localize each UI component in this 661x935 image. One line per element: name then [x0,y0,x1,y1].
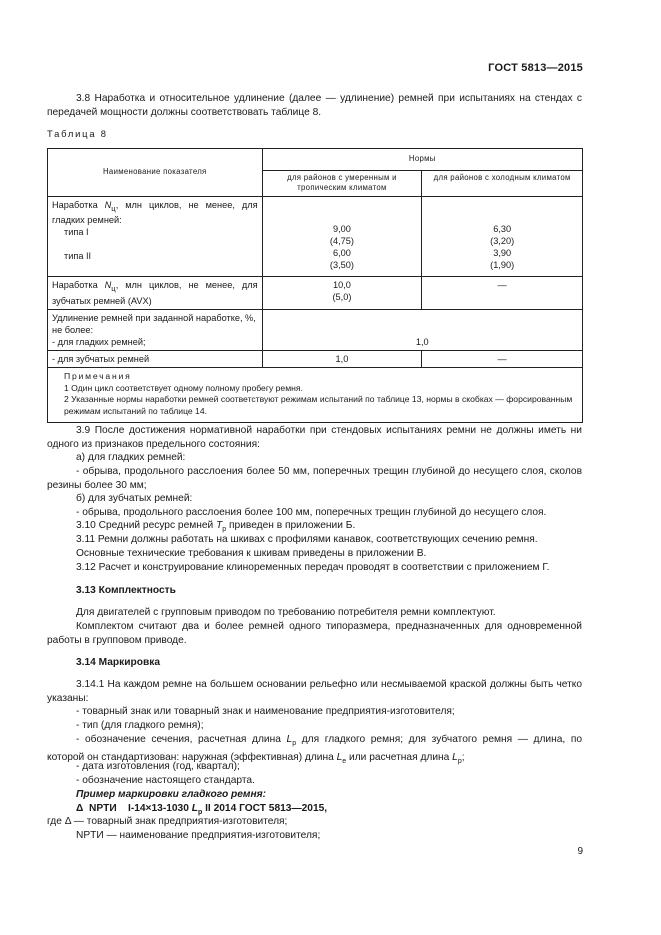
cell-smooth-cold: 6,30 (3,20) 3,90 (1,90) [422,196,583,277]
row-label-elongation: Удлинение ремней при заданной наработке, %, не более: - для гладких ремней; [48,310,263,351]
paragraph-3-9: 3.9 После достижения нормативной наработки при стендовых испытаниях ремни не должны иметь ни одного из признаков предельного состояния: [47,425,582,450]
cell-elongation-toothed-cold: — [422,351,583,368]
paragraph-3-8: 3.8 Наработка и относительное удлинение (далее — удлинение) ремней при испытаниях на стендах с передачей мощности должны соответствовать таблице 8. [47,93,582,118]
type-2-label: типа II [64,251,92,262]
note-1: 1 Один цикл соответствует одному полному пробегу ремня. [64,382,303,393]
header-cold-climate: для районов с холодным климатом [422,170,583,196]
paragraph-3-10: 3.10 Средний ресурс ремней $T_р$ приведен в приложении Б. [76,520,356,534]
section-3-14-heading: 3.14 Маркировка [76,657,160,668]
where-line-2: NPTИ — наименование предприятия-изготовителя; [76,830,321,841]
paragraph-3-9-a: а) для гладких ремней: [76,452,186,463]
row-label-toothed: Наработка $N_ц$, млн циклов, не менее, для зубчатых ремней (AVX) [48,277,263,310]
table-header-row [48,149,583,171]
paragraph-3-9-b-text: - обрыва, продольного расслоения более 100 мм, поперечных трещин глубиной до несущего слоя. [76,507,547,518]
table-caption: Таблица 8 [47,128,108,139]
cell-elongation-smooth: 1,0 [262,310,582,351]
paragraph-3-9-a-text: - обрыва, продольного расслоения более 50 мм, поперечных трещин глубиной до несущего слоя, сколов резины более 30 мм; [47,466,582,491]
where-line-1: где Δ — товарный знак предприятия-изготовителя; [47,816,288,827]
standard-header: ГОСТ 5813—2015 [488,62,583,74]
paragraph-3-12: 3.12 Расчет и конструирование клиноременных передач проводят в соответствии с приложением Г. [76,562,550,573]
row-label-smooth: Наработка $N_ц$, млн циклов, не менее, для гладких ремней: типа I типа II [48,196,263,277]
table-notes [48,368,583,422]
marking-item-1: - товарный знак или товарный знак и наименование предприятия-изготовителя; [76,706,455,717]
table-8 [47,148,583,423]
cell-elongation-toothed-moderate: 1,0 [262,351,422,368]
table-notes-row [48,368,583,422]
header-norms: Нормы [262,149,582,171]
example-title: Пример маркировки гладкого ремня: [76,789,266,800]
table-row-elongation-smooth [48,310,583,351]
type-1-label: типа I [64,227,89,238]
paragraph-3-11-b: Основные технические требования к шкивам приведены в приложении В. [76,548,427,559]
header-moderate-climate: для районов с умеренным и тропическим климатом [262,170,422,196]
paragraph-3-14-1: 3.14.1 На каждом ремне на большем основании рельефно или несмываемой краской должны быть четко указаны: [47,679,582,704]
table-row-smooth-belts [48,196,583,277]
example-marking: Δ NPTИ I-14×13-1030 $L_р$ II 2014 ГОСТ 5813—2015, [76,803,328,817]
marking-item-5: - обозначение настоящего стандарта. [76,775,255,786]
paragraph-3-13-a: Для двигателей с групповым приводом по требованию потребителя ремни комплектуют. [76,607,496,618]
marking-item-2: - тип (для гладкого ремня); [76,720,204,731]
note-2: 2 Указанные нормы наработки ремней соответствуют режимам испытаний по таблице 13, нормы в скобках — форсированным режимам испытаний по таблице 14. [64,394,573,416]
notes-title: Примечания [64,371,132,382]
cell-smooth-moderate: 9,00 (4,75) 6,00 (3,50) [262,196,422,277]
paragraph-3-9-b: б) для зубчатых ремней: [76,493,193,504]
table-row-toothed-belts [48,277,583,310]
table-row-elongation-toothed [48,351,583,368]
header-indicator-name: Наименование показателя [48,149,263,197]
cell-toothed-cold: — [422,277,583,310]
marking-item-3: - обозначение сечения, расчетная длина $L_р$ для гладкого ремня; для зубчатого ремня — длина, по которой он стандартизован: наружная (эффективная) длина $L_е$ или расчетная длина $L_р$; [47,734,583,765]
section-3-13-heading: 3.13 Комплектность [76,585,176,596]
page-number: 9 [577,846,583,857]
cell-toothed-moderate: 10,0 (5,0) [262,277,422,310]
paragraph-3-11: 3.11 Ремни должны работать на шкивах с профилями канавок, соответствующих сечению ремня. [76,534,538,545]
row-label-elongation-toothed: - для зубчатых ремней [48,351,263,368]
paragraph-3-13-b: Комплектом считают два и более ремней одного типоразмера, предназначенных для одновременной работы в групповом приводе. [47,621,582,646]
marking-item-4: - дата изготовления (год, квартал); [76,761,240,772]
